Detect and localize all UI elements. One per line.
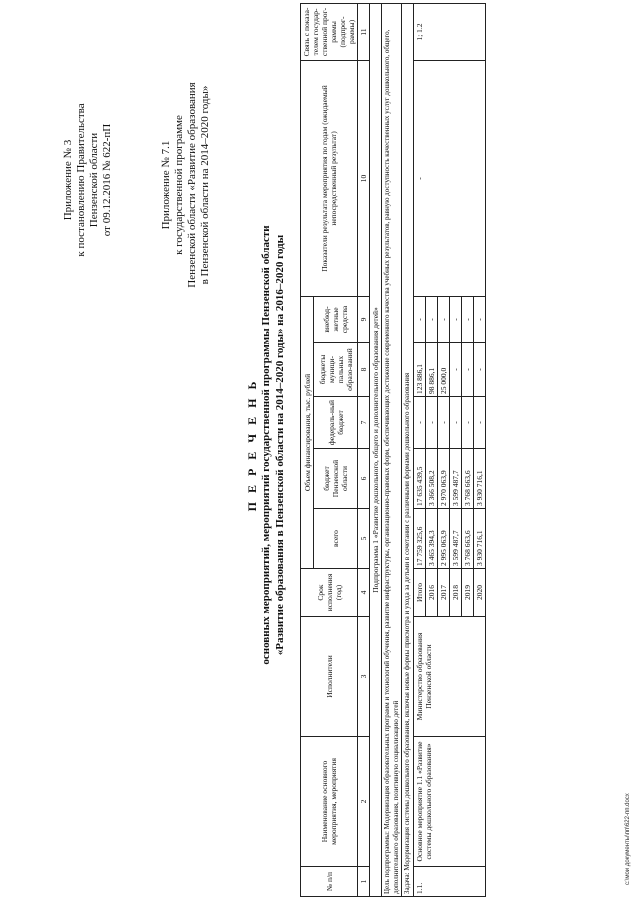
- regional-cell: 2 970 063,9: [437, 449, 449, 509]
- subprogram-title: Подпрограмма 1 «Развитие дошкольного, общего и дополнительного образования детей»: [370, 3, 382, 896]
- activity-link: 1; 1.2: [413, 3, 485, 60]
- total-cell: 2 995 063,9: [437, 509, 449, 569]
- header-name: Наименование основного мероприятия, мероприятия: [301, 737, 358, 867]
- row-number: 1.1.: [413, 867, 485, 897]
- column-number: 1: [358, 867, 370, 897]
- header-federal: федераль-ный бюджет: [314, 397, 358, 449]
- title-line-2: основных мероприятий, мероприятий государственной программы Пензенской области: [260, 225, 272, 665]
- header-funding: Объем финансирования, тыс. рублей: [301, 296, 314, 568]
- activity-executor: Министерство образования Пензенской области: [413, 617, 485, 737]
- extra-cell: -: [461, 296, 473, 342]
- year-cell: 2018: [449, 569, 461, 617]
- regional-cell: 3 599 487,7: [449, 449, 461, 509]
- regional-cell: 17 635 439,5: [413, 449, 425, 509]
- task-row: [402, 3, 414, 896]
- federal-cell: -: [461, 397, 473, 449]
- federal-cell: -: [473, 397, 485, 449]
- municipal-cell: 25 000,0: [437, 343, 449, 397]
- year-cell: 2019: [461, 569, 473, 617]
- regional-cell: 3 366 508,2: [425, 449, 437, 509]
- municipal-cell: 123 886,1: [413, 343, 425, 397]
- appendix-3-line3: Пензенской области: [88, 132, 100, 228]
- table-header-row-1: [301, 3, 314, 896]
- column-number: 10: [358, 60, 370, 296]
- table-row: [413, 3, 425, 896]
- municipal-cell: 98 886,1: [425, 343, 437, 397]
- federal-cell: -: [413, 397, 425, 449]
- regional-cell: 3 930 716,1: [473, 449, 485, 509]
- extra-cell: -: [473, 296, 485, 342]
- header-indicators: Показатели результата мероприятия по годам (ожидаемый непосредственный результат): [301, 60, 358, 296]
- subprogram-goal: Цель подпрограммы: Модернизация образовательных программ и технологий обучения, развитие инфраструктуры, организационно-правовых форм, обеспечивающих достижение современного качества учебных результатов, равную доступность качественных услуг дошкольного, общего, дополнительного образования, позитивную социализацию детей: [382, 3, 402, 896]
- title-line-3: «Развитие образования в Пензенской области на 2014–2020 годы» на 2016–2020 годы: [274, 234, 286, 656]
- federal-cell: -: [425, 397, 437, 449]
- activity-name: Основное мероприятие 1.1 «Развитие системы дошкольного образования»: [413, 737, 485, 867]
- column-number: 6: [358, 449, 370, 509]
- column-number: 9: [358, 296, 370, 342]
- header-link: Связь с показа-телем государ-ственной прог-раммы (подпрог-раммы): [301, 3, 358, 60]
- column-number: 5: [358, 509, 370, 569]
- header-total: всего: [314, 509, 358, 569]
- year-cell: 2016: [425, 569, 437, 617]
- year-cell: 2020: [473, 569, 485, 617]
- column-number: 3: [358, 617, 370, 737]
- extra-cell: -: [437, 296, 449, 342]
- municipal-cell: -: [473, 343, 485, 397]
- goal-row: [382, 3, 402, 896]
- document-title: [245, 145, 287, 745]
- extra-cell: -: [425, 296, 437, 342]
- year-cell: 2017: [437, 569, 449, 617]
- column-number: 7: [358, 397, 370, 449]
- column-number: 11: [358, 3, 370, 60]
- column-numbers-row: [358, 3, 370, 896]
- header-no: № п/п: [301, 867, 358, 897]
- column-number: 8: [358, 343, 370, 397]
- header-municipal: бюджеты муници-пальных образо-ваний: [314, 343, 358, 397]
- appendix-7-1-line2: к государственной программе: [173, 115, 185, 255]
- header-extra: внебюд-жетные средства: [314, 296, 358, 342]
- total-cell: 3 930 716,1: [473, 509, 485, 569]
- extra-cell: -: [413, 296, 425, 342]
- extra-cell: -: [449, 296, 461, 342]
- total-cell: 3 599 487,7: [449, 509, 461, 569]
- total-cell: 17 759 325,6: [413, 509, 425, 569]
- subprogram-row: [370, 3, 382, 896]
- header-executors: Исполнители: [301, 617, 358, 737]
- appendix-3-header: [62, 70, 114, 290]
- federal-cell: -: [449, 397, 461, 449]
- title-word: П Е Р Е Ч Е Н Ь: [245, 378, 259, 512]
- activities-table-wrapper: [300, 4, 486, 897]
- appendix-7-1-line1: Приложение № 7.1: [160, 140, 172, 230]
- federal-cell: -: [437, 397, 449, 449]
- header-term: Срок исполнения (год): [301, 569, 358, 617]
- appendix-3-line2: к постановлению Правительства: [75, 103, 87, 257]
- regional-cell: 3 768 663,6: [461, 449, 473, 509]
- activities-table: [300, 3, 486, 897]
- column-number: 2: [358, 737, 370, 867]
- header-regional: бюджет Пензенской области: [314, 449, 358, 509]
- activity-indicator: -: [413, 60, 485, 296]
- appendix-7-1-line3: Пензенской области «Развитие образования: [186, 82, 198, 288]
- total-cell: 3 465 394,3: [425, 509, 437, 569]
- file-path-footer: c:\мои документы\пп\622-пп.docx: [625, 793, 631, 885]
- column-number: 4: [358, 569, 370, 617]
- appendix-3-line1: Приложение № 3: [62, 139, 74, 221]
- subprogram-task: Задача: Модернизация системы дошкольного образования, включая новые формы присмотра и ухода за детьми в сочетании с различными формами дошкольного образования: [402, 3, 414, 896]
- appendix-7-1-header: [160, 50, 212, 320]
- appendix-3-line4: от 09.12.2016 № 622-пП: [101, 123, 113, 237]
- municipal-cell: -: [461, 343, 473, 397]
- total-cell: 3 768 663,6: [461, 509, 473, 569]
- municipal-cell: -: [449, 343, 461, 397]
- appendix-7-1-line4: в Пензенской области на 2014–2020 годы»: [199, 85, 211, 285]
- year-cell: Итого: [413, 569, 425, 617]
